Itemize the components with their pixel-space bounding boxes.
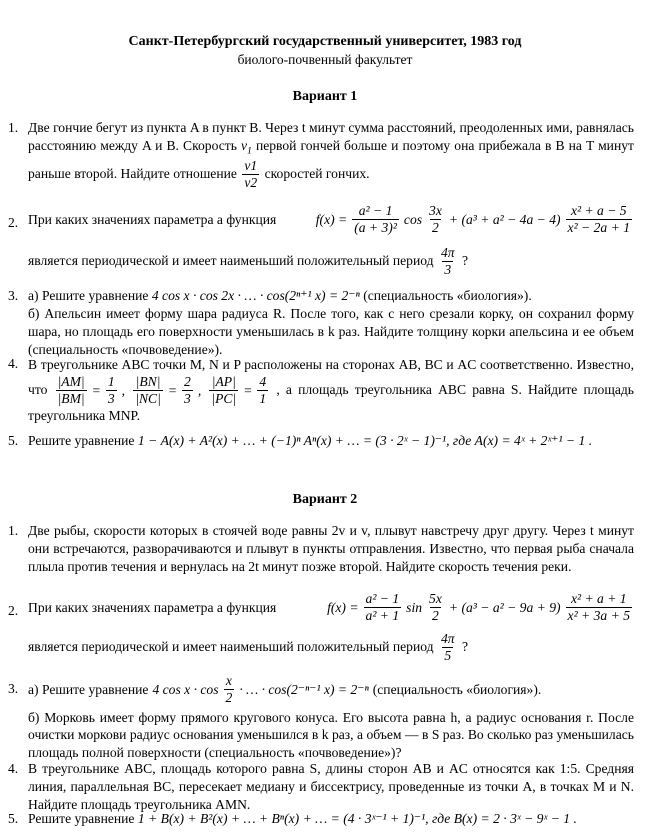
v1-problem-4: [8, 355, 634, 426]
specialty-note: (специальность «биология»).: [372, 681, 542, 697]
velocity-symbol: $v_1$: [240, 137, 252, 157]
question-mark: ?: [461, 638, 469, 654]
problem-number: 5.: [8, 811, 19, 826]
period-fraction: $\frac{4\pi}{5}$: [440, 630, 455, 663]
problem-number: 1.: [8, 523, 19, 538]
v1-problem-3: [8, 287, 634, 359]
problem-text: Решите уравнение: [28, 811, 135, 826]
document-title: Санкт-Петербургский государственный университет, 1983 год: [128, 34, 522, 49]
ratio-2: $\frac{|BN|}{|NC|}$ = $\frac{2}{3}$ ,: [135, 373, 202, 406]
part-b-text: б) Апельсин имеет форму шара радиуса R. После того, как с него срезали корку, он сохранил форму шара, но площадь его поверхности уменьшилась в k раз. Найдите толщину корки апельсина и ее объем (специальность «почвоведение»).: [28, 305, 634, 357]
problem-text: первой гончей больше и поэтому она прибежала в B на T минут раньше второй. Найдите отношение: [28, 137, 634, 181]
part-b-text: б) Морковь имеет форму прямого кругового конуса. Его высота равна h, а радиус основания r. После очистки моркови радиус основания уменьшился в k раз, а объем — в S раз. Во сколько раз уменьшилась площадь полной поверхности (специальность «почвоведение»)?: [28, 709, 634, 761]
problem-text: Решите уравнение: [28, 433, 135, 448]
equation: 4 cos x · cos 2x · … · cos(2ⁿ⁺¹ x) = 2⁻ⁿ: [151, 288, 360, 303]
period-fraction: $\frac{4\pi}{3}$: [440, 244, 455, 277]
problem-number: 4.: [8, 356, 19, 371]
problem-text: , а площадь треугольника ABC равна S. Найдите площадь треугольника MNP.: [28, 381, 634, 424]
v1-problem-5: [8, 432, 634, 450]
problem-number: 3.: [8, 681, 19, 696]
problem-number: 2.: [8, 603, 19, 618]
problem-text: В треугольнике ABC точки M, N и P расположены на сторонах AB, BC и AC соответственно. Известно, что: [28, 357, 634, 397]
document-subtitle: биолого-почвенный факультет: [237, 52, 413, 67]
problem-text: При каких значениях параметра a функция: [28, 599, 277, 615]
specialty-note: (специальность «биология»).: [363, 288, 532, 303]
equation: 1 + B(x) + B²(x) + … + Bⁿ(x) + … = (4 · 3ˣ⁻¹ + 1)⁻¹, где B(x) = 2 · 3ˣ − 9ˣ − 1 .: [137, 811, 577, 826]
problem-text: Две рыбы, скорости которых в стоячей воде равны 2v и v, плывут навстречу друг другу. Через t минут они встречаются, разворачиваются и плывут в пункты отправления. Известно, что первая рыба сначала плыла против течения и вернулась на 2t минут позже второй. Найдите скорость течения реки.: [28, 523, 634, 574]
v2-problem-5: [8, 810, 634, 828]
problem-text: При каких значениях параметра a функция: [28, 211, 277, 227]
problem-text: Две гончие бегут из пункта A в пункт B. Через t минут сумма расстояний, преодоленных ими, равнялась расстоянию между A и B. Скорость: [28, 120, 634, 153]
problem-number: 2.: [8, 215, 19, 230]
ratio-1: $\frac{|AM|}{|BM|}$ = $\frac{1}{3}$ ,: [57, 373, 126, 406]
v2-problem-2: [8, 592, 634, 663]
ratio-3: $\frac{|AP|}{|PC|}$ = $\frac{4}{1}$: [211, 373, 267, 406]
part-a-label: а) Решите уравнение: [28, 681, 149, 697]
problem-number: 5.: [8, 433, 19, 448]
problem-text: является периодической и имеет наименьший положительный период: [28, 638, 434, 654]
problem-text: В треугольнике ABC, площадь которого равна S, длины сторон AB и AC относятся как 1:5. Средняя линия, параллельная BC, пересекает медиану и биссектрису, проведенные из точки A, в точках M и N. Найдите площадь треугольника AMN.: [28, 761, 634, 812]
v2-problem-4: [8, 760, 634, 814]
variant-1-heading: Вариант 1: [292, 89, 358, 104]
problem-number: 3.: [8, 288, 19, 303]
equation: 4 cos x · cos $\frac{x}{2}$ · … · cos(2⁻ⁿ⁻¹ x) = 2⁻ⁿ: [152, 673, 369, 706]
variant-2-heading: Вариант 2: [292, 492, 358, 507]
function-formula: f(x) = $\frac{\text{a² − 1}}{\text{a² + 1}}$ sin $\frac{5x}{2}$ + (a³ − a² − 9a + 9) $\frac{\text{x² + a + 1}}{\text{x² + 3a + 5}}$: [327, 591, 630, 624]
ratio-fraction: $\frac{v1}{v2}$: [244, 157, 258, 190]
problem-text: является периодической и имеет наименьший положительный период: [28, 252, 434, 268]
problem-number: 4.: [8, 761, 19, 776]
v2-problem-3: [8, 674, 634, 762]
v1-problem-1: [8, 119, 634, 190]
v1-problem-2: [8, 204, 634, 277]
question-mark: ?: [461, 252, 469, 268]
part-a-label: а) Решите уравнение: [28, 288, 149, 303]
problem-text: скоростей гончих.: [264, 165, 370, 181]
v2-problem-1: [8, 522, 634, 576]
function-formula: f(x) = $\frac{\text{a² − 1}}{\text{(a + 3)²}}$ cos $\frac{3x}{2}$ + (a³ + a² − 4a − 4) $\frac{\text{x² + a − 5}}{\text{x² − 2a + 1}}$: [315, 203, 630, 236]
equation: 1 − A(x) + A²(x) + … + (−1)ⁿ Aⁿ(x) + … = (3 · 2ˣ − 1)⁻¹, где A(x) = 4ˣ + 2ˣ⁺¹ − 1 .: [137, 433, 593, 448]
problem-number: 1.: [8, 120, 19, 135]
